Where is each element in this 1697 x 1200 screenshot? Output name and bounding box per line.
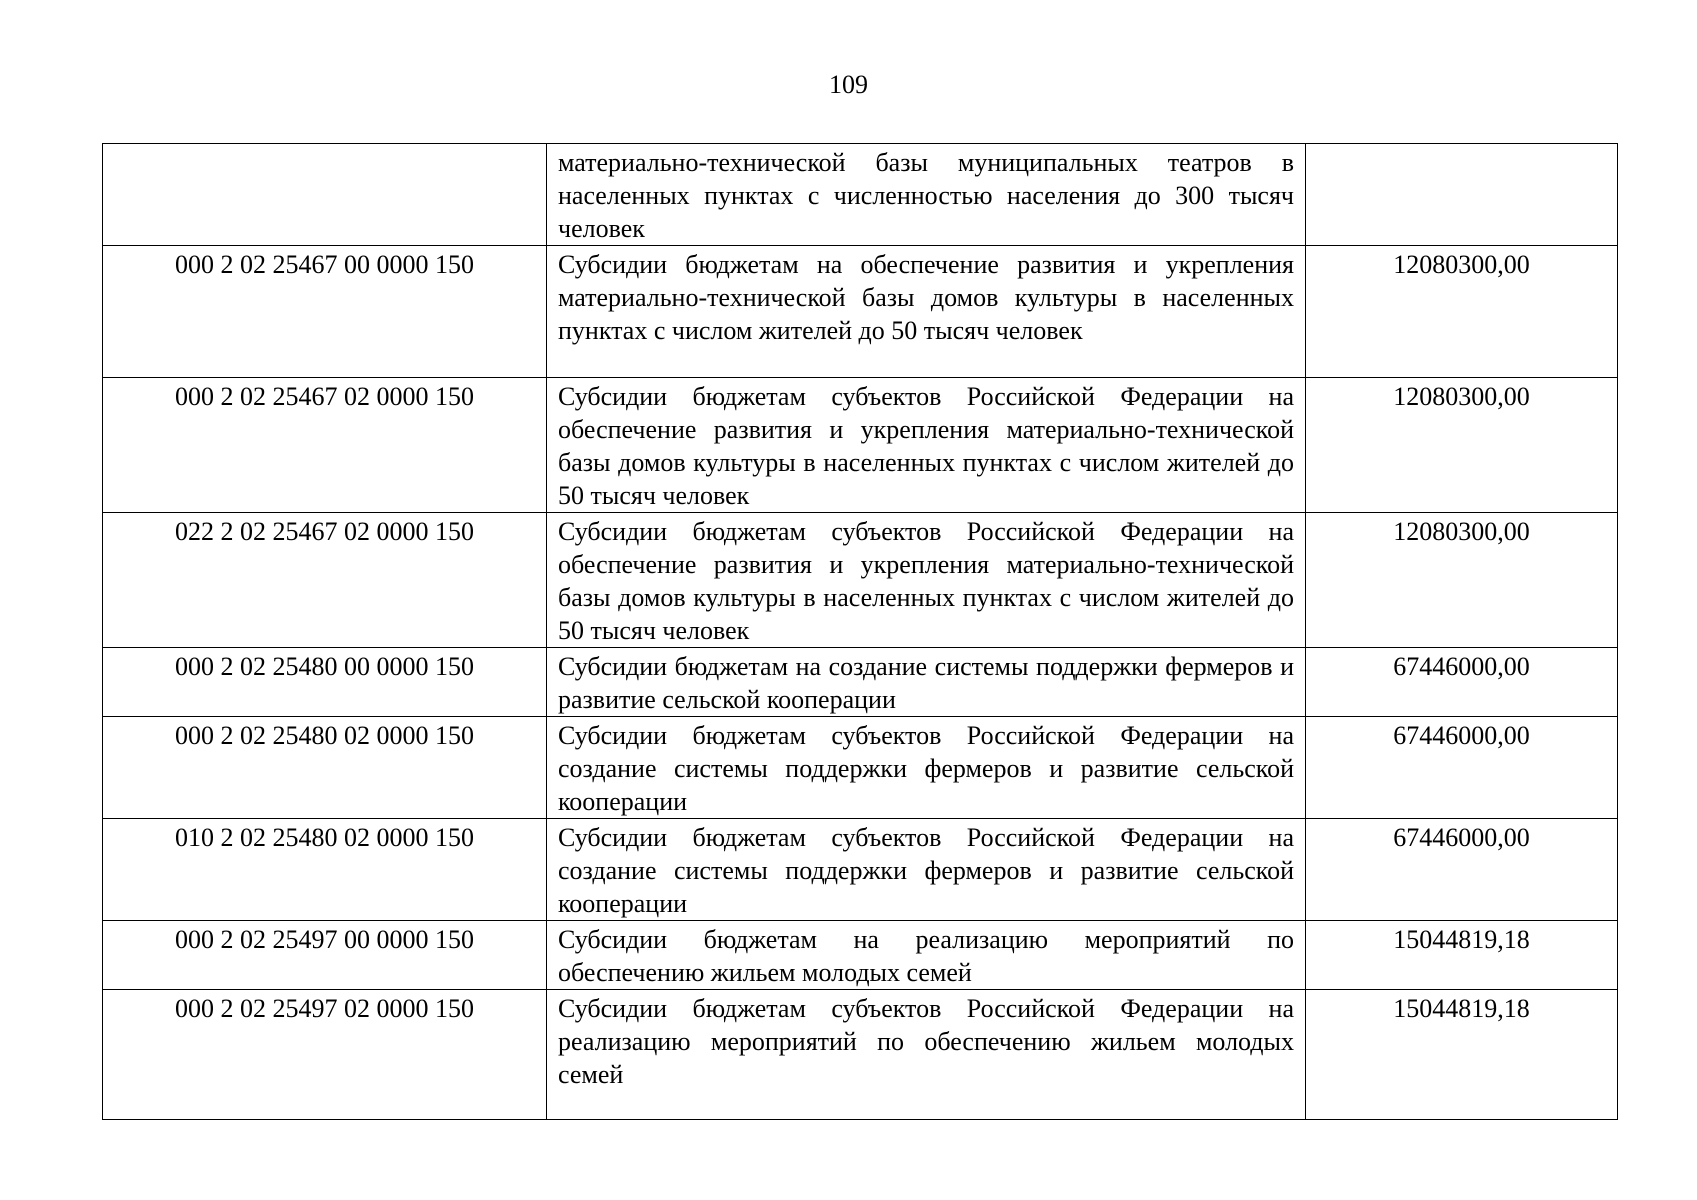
revenue-amount-cell: 12080300,00 [1306,378,1618,513]
revenue-code-cell: 000 2 02 25497 00 0000 150 [103,921,547,990]
revenue-amount-cell: 12080300,00 [1306,246,1618,378]
table-row [103,246,1618,378]
page-number: 109 [829,70,868,99]
revenue-code-cell: 000 2 02 25480 02 0000 150 [103,717,547,819]
revenue-name-cell: Субсидии бюджетам субъектов Российской Федерации на обеспечение развития и укрепления материально-технической базы домов культуры в населенных пунктах с числом жителей до 50 тысяч человек [547,513,1306,648]
revenue-amount-cell: 15044819,18 [1306,921,1618,990]
table-row [103,921,1618,990]
revenue-amount-cell [1306,144,1618,246]
revenue-name-cell: Субсидии бюджетам на реализацию мероприятий по обеспечению жильем молодых семей [547,921,1306,990]
revenue-amount-cell: 67446000,00 [1306,819,1618,921]
revenue-code-cell: 022 2 02 25467 02 0000 150 [103,513,547,648]
revenue-name-cell: Субсидии бюджетам субъектов Российской Федерации на реализацию мероприятий по обеспечению жильем молодых семей [547,990,1306,1120]
revenue-name-cell: материально-технической базы муниципальных театров в населенных пунктах с численностью населения до 300 тысяч человек [547,144,1306,246]
revenue-name-cell: Субсидии бюджетам субъектов Российской Федерации на создание системы поддержки фермеров и развитие сельской кооперации [547,717,1306,819]
table-row [103,717,1618,819]
revenue-name-cell: Субсидии бюджетам субъектов Российской Федерации на обеспечение развития и укрепления материально-технической базы домов культуры в населенных пунктах с числом жителей до 50 тысяч человек [547,378,1306,513]
table-row [103,144,1618,246]
revenue-amount-cell: 67446000,00 [1306,717,1618,819]
revenue-code-cell: 000 2 02 25467 00 0000 150 [103,246,547,378]
revenue-code-cell: 000 2 02 25467 02 0000 150 [103,378,547,513]
revenue-name-cell: Субсидии бюджетам субъектов Российской Федерации на создание системы поддержки фермеров и развитие сельской кооперации [547,819,1306,921]
revenue-amount-cell: 15044819,18 [1306,990,1618,1120]
table-row [103,819,1618,921]
revenue-code-cell: 010 2 02 25480 02 0000 150 [103,819,547,921]
table-row [103,990,1618,1120]
revenue-amount-cell: 12080300,00 [1306,513,1618,648]
table-row [103,648,1618,717]
revenue-amount-cell: 67446000,00 [1306,648,1618,717]
budget-revenue-table [102,143,1618,1120]
revenue-code-cell [103,144,547,246]
table-row [103,513,1618,648]
revenue-code-cell: 000 2 02 25480 00 0000 150 [103,648,547,717]
revenue-name-cell: Субсидии бюджетам на создание системы поддержки фермеров и развитие сельской кооперации [547,648,1306,717]
revenue-code-cell: 000 2 02 25497 02 0000 150 [103,990,547,1120]
table-row [103,378,1618,513]
revenue-name-cell: Субсидии бюджетам на обеспечение развития и укрепления материально-технической базы домов культуры в населенных пунктах с числом жителей до 50 тысяч человек [547,246,1306,378]
